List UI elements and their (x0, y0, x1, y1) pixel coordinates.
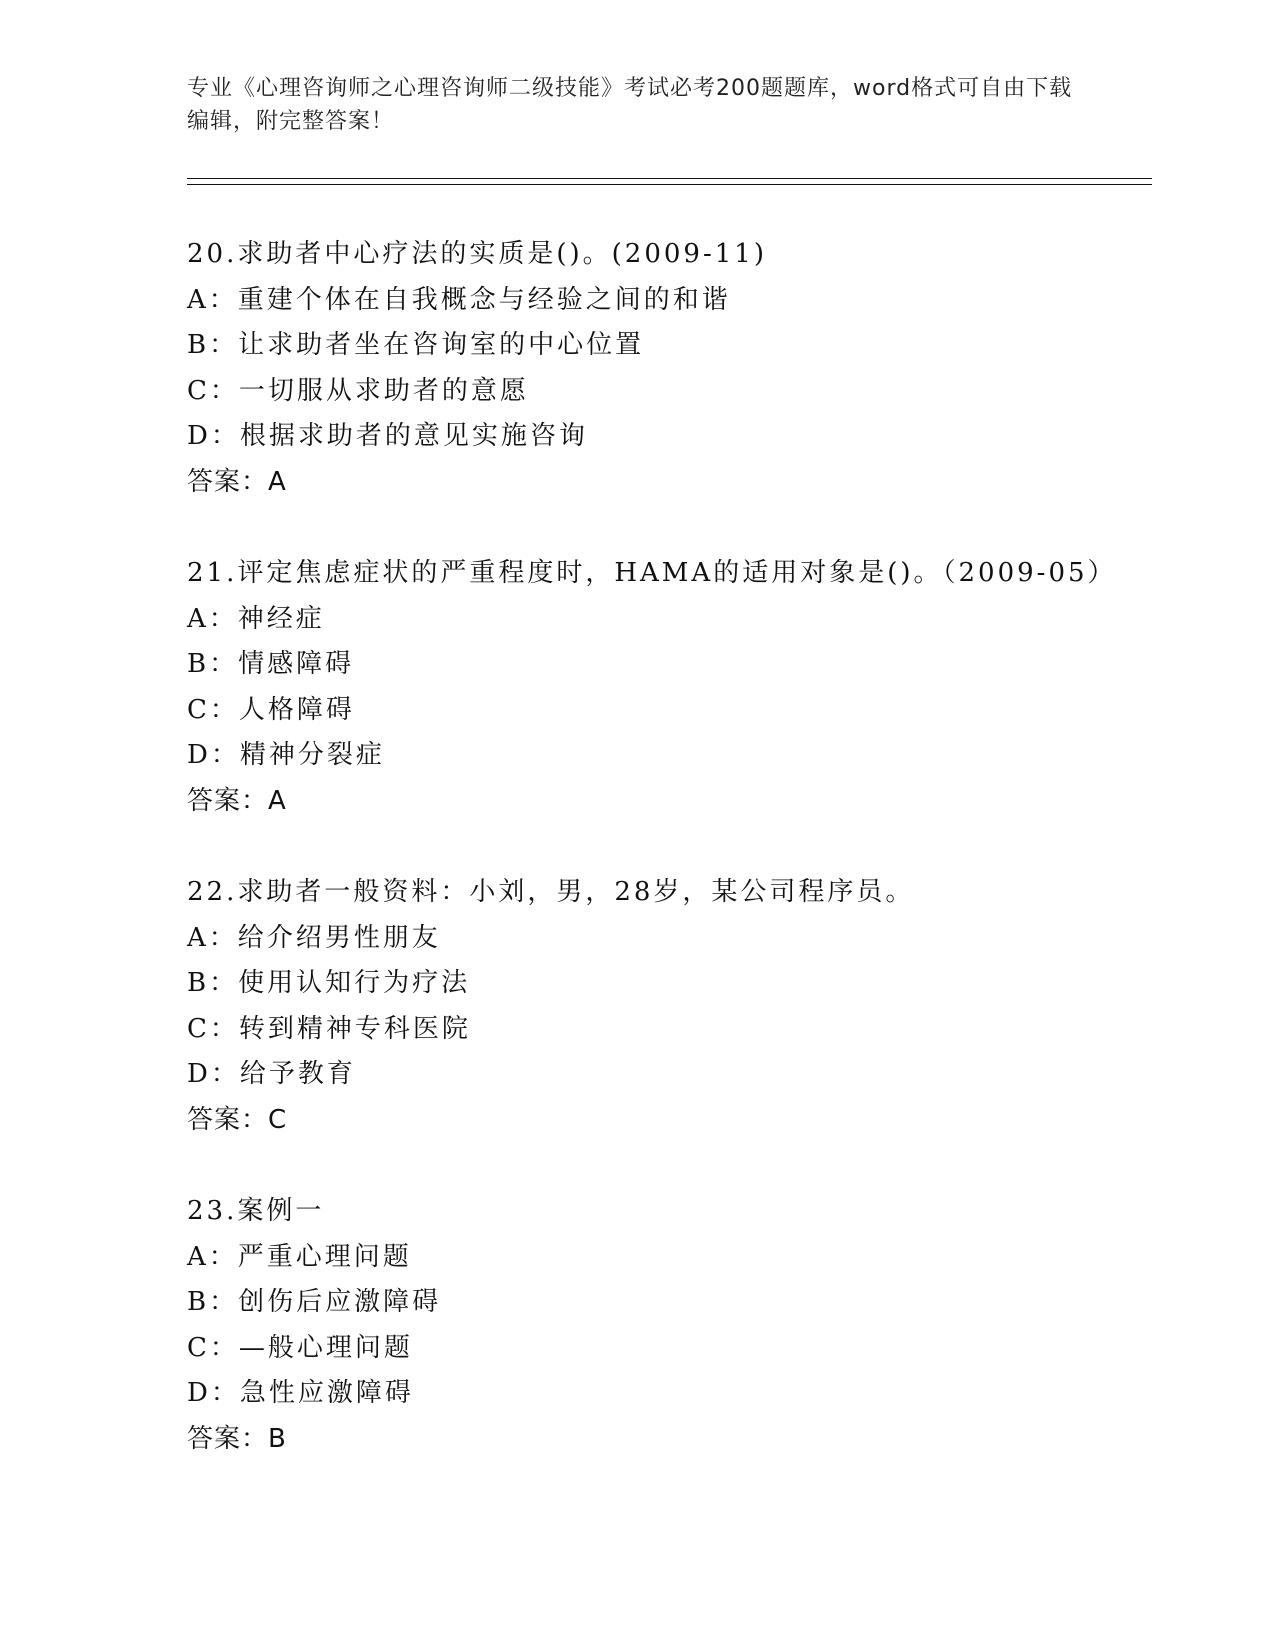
answer: 答案：B (187, 1423, 287, 1454)
option-b: B：使用认知行为疗法 (187, 968, 471, 998)
option-a: A：给介绍男性朋友 (187, 922, 441, 953)
question-21 (187, 551, 1167, 824)
option-d: D：根据求助者的意见实施咨询 (187, 421, 588, 451)
document-intro: 专业《心理咨询师之心理咨询师二级技能》考试必考200题题库，word格式可自由下载编辑，附完整答案！ (187, 76, 1073, 134)
option-d: D：急性应激障碍 (187, 1378, 414, 1408)
option-c: C：—般心理问题 (187, 1332, 413, 1363)
option-d: D：精神分裂症 (187, 740, 385, 770)
question-stem: 22.求助者一般资料：小刘，男，28岁，某公司程序员。 (187, 877, 915, 907)
answer: 答案：A (187, 785, 287, 816)
option-c: C：一切服从求助者的意愿 (187, 375, 529, 406)
option-b: B：创伤后应激障碍 (187, 1287, 442, 1317)
option-c: C：转到精神专科医院 (187, 1013, 471, 1044)
header-divider-bottom (187, 184, 1152, 185)
option-c: C：人格障碍 (187, 694, 355, 725)
question-20 (187, 232, 1167, 505)
option-d: D：给予教育 (187, 1059, 356, 1089)
question-23 (187, 1189, 1167, 1462)
option-b: B：情感障碍 (187, 649, 355, 679)
question-stem: 21.评定焦虑症状的严重程度时，HAMA的适用对象是()。（2009-05） (187, 558, 1117, 588)
answer: 答案：C (187, 1104, 288, 1135)
question-22 (187, 870, 1167, 1143)
option-a: A：神经症 (187, 603, 325, 634)
option-b: B：让求助者坐在咨询室的中心位置 (187, 330, 645, 360)
header-divider-top (187, 178, 1152, 179)
question-stem: 20.求助者中心疗法的实质是()。(2009-11) (187, 239, 767, 269)
question-stem: 23.案例一 (187, 1196, 325, 1226)
answer: 答案：A (187, 466, 287, 497)
option-a: A：严重心理问题 (187, 1241, 412, 1272)
option-a: A：重建个体在自我概念与经验之间的和谐 (187, 284, 731, 315)
